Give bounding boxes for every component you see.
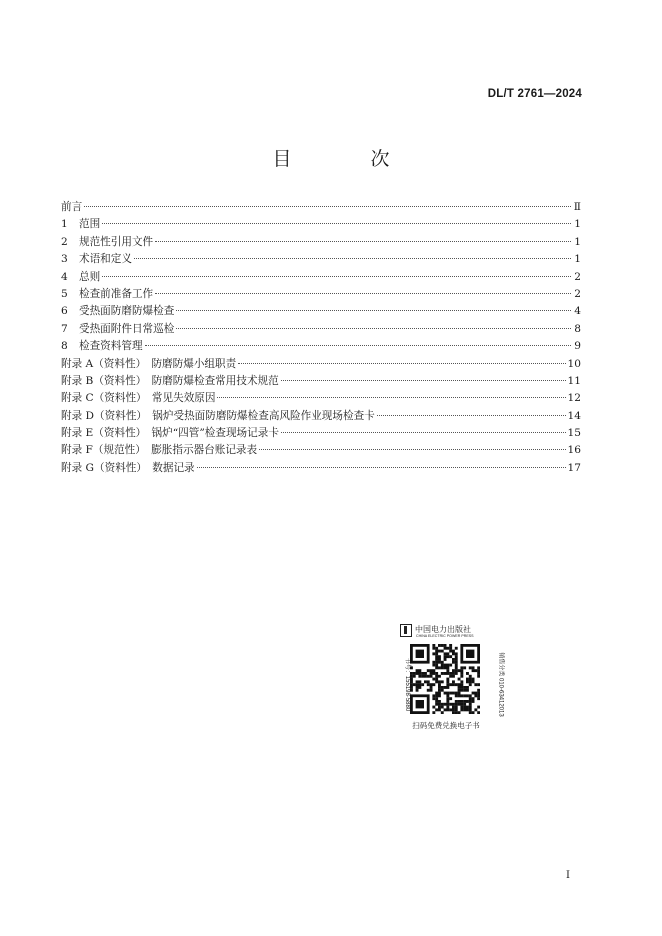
qr-code-icon[interactable] <box>410 644 480 714</box>
toc-entry-title: 附录 C（资料性） 常见失效原因 <box>61 392 216 405</box>
toc-entry[interactable] <box>61 251 581 268</box>
toc-entry[interactable] <box>61 216 581 233</box>
toc-entry-label <box>61 373 279 390</box>
toc-entry-label <box>61 356 236 373</box>
toc-entry-title: 受热面防磨防爆检查 <box>79 305 175 318</box>
toc-entry-title: 术语和定义 <box>79 253 132 266</box>
toc-leader-dots <box>176 309 571 311</box>
sales-code-text: 销售分类 010-63412013 <box>497 652 504 717</box>
toc-leader-dots <box>281 431 566 433</box>
toc-entry-label <box>61 442 257 459</box>
toc-entry-page: 1 <box>574 218 581 231</box>
toc-leader-dots <box>238 362 565 364</box>
toc-entry-title: 附录 G（资料性） 数据记录 <box>61 461 195 474</box>
page-number: I <box>566 870 570 881</box>
toc-entry-title: 范围 <box>79 218 101 231</box>
toc-entry-number: 3 <box>61 253 68 266</box>
toc-entry-page: 1 <box>574 253 581 266</box>
toc-leader-dots <box>259 448 565 450</box>
toc-entry-page: 15 <box>567 427 581 440</box>
toc-entry-page: 12 <box>567 392 581 405</box>
toc-entry-page: 2 <box>574 287 581 300</box>
toc-entry-title: 受热面附件日常巡检 <box>79 322 175 335</box>
toc-entry-label <box>61 216 100 233</box>
publisher-logo-icon <box>400 624 412 637</box>
toc-entry-number: 7 <box>61 322 68 335</box>
toc-entry-label <box>61 390 215 407</box>
toc-entry[interactable] <box>61 234 581 251</box>
toc-entry-title: 附录 A（资料性） 防磨防爆小组职责 <box>61 357 237 370</box>
toc-entry[interactable] <box>61 269 581 286</box>
toc-leader-dots <box>145 344 571 346</box>
toc-entry-title: 检查资料管理 <box>79 340 143 353</box>
toc-leader-dots <box>155 292 571 294</box>
toc-leader-dots <box>134 257 571 259</box>
toc-entry-page: 9 <box>574 340 581 353</box>
toc-entry-title: 附录 E（资料性） 锅炉“四管”检查现场记录卡 <box>61 427 279 440</box>
toc-entry-page: 11 <box>567 374 581 387</box>
toc-entry-label <box>61 321 174 338</box>
toc-entry-label <box>61 338 143 355</box>
toc-entry-number: 8 <box>61 340 68 353</box>
toc-entry-title: 前言 <box>61 201 83 213</box>
toc-entry-number: 4 <box>61 270 68 283</box>
toc-entry-label <box>61 303 174 320</box>
toc-entry-title: 规范性引用文件 <box>79 235 154 248</box>
toc-entry[interactable] <box>61 321 581 338</box>
toc-entry-title: 附录 D（资料性） 锅炉受热面防磨防爆检查高风险作业现场检查卡 <box>61 409 375 422</box>
toc-entry-label <box>61 251 132 268</box>
toc-entry-label <box>61 286 153 303</box>
toc-entry-page: 8 <box>574 322 581 335</box>
toc-title: 目 次 <box>272 148 420 170</box>
toc-entry-title: 总则 <box>79 270 101 283</box>
toc-entry-title: 附录 F（规范性） 膨胀指示器台账记录表 <box>61 444 258 457</box>
toc-entry-label <box>61 425 279 442</box>
toc-entry-label <box>61 234 153 251</box>
toc-entry[interactable] <box>61 199 581 216</box>
toc-leader-dots <box>377 414 566 416</box>
toc-entry[interactable] <box>61 425 581 442</box>
toc-entry-label <box>61 199 82 216</box>
toc-entry-page: 16 <box>567 444 581 457</box>
toc-entry[interactable] <box>61 373 581 390</box>
toc-leader-dots <box>217 396 565 398</box>
toc-entry-page: 4 <box>574 305 581 318</box>
toc-entry[interactable] <box>61 442 581 459</box>
toc-entry-number: 5 <box>61 287 68 300</box>
toc-entry[interactable] <box>61 356 581 373</box>
toc-entry-page: 17 <box>567 461 581 474</box>
toc-entry[interactable] <box>61 408 581 425</box>
toc-leader-dots <box>102 275 571 277</box>
standard-code: DL/T 2761—2024 <box>487 88 582 100</box>
toc-entry[interactable] <box>61 460 581 477</box>
toc-entry-label <box>61 269 100 286</box>
toc-entry-page: 1 <box>574 235 581 248</box>
toc-entry[interactable] <box>61 286 581 303</box>
toc-entry-page: 14 <box>567 409 581 422</box>
qr-card <box>398 622 504 732</box>
toc-leader-dots <box>102 222 571 224</box>
toc-entry-page: Ⅱ <box>573 201 581 213</box>
publisher-name-en: CHINA ELECTRIC POWER PRESS <box>416 634 474 638</box>
publisher-name: 中国电力出版社 <box>415 625 471 634</box>
toc-entry[interactable] <box>61 390 581 407</box>
toc-entry-label <box>61 460 195 477</box>
toc-entry-page: 2 <box>574 270 581 283</box>
table-of-contents <box>61 199 581 477</box>
toc-leader-dots <box>84 205 571 207</box>
toc-entry-number: 1 <box>61 218 68 231</box>
toc-leader-dots <box>197 466 566 468</box>
toc-entry-label <box>61 408 375 425</box>
toc-entry[interactable] <box>61 338 581 355</box>
toc-entry-page: 10 <box>567 357 581 370</box>
toc-leader-dots <box>176 327 571 329</box>
qr-caption: 扫码免费兑换电子书 <box>412 721 480 730</box>
isbn-text: 书号：155198·5880 <box>404 657 411 712</box>
toc-entry-number: 6 <box>61 305 68 318</box>
toc-leader-dots <box>155 240 571 242</box>
toc-entry[interactable] <box>61 303 581 320</box>
toc-leader-dots <box>281 379 566 381</box>
toc-entry-number: 2 <box>61 235 68 248</box>
toc-entry-title: 检查前准备工作 <box>79 287 154 300</box>
toc-entry-title: 附录 B（资料性） 防磨防爆检查常用技术规范 <box>61 374 279 387</box>
